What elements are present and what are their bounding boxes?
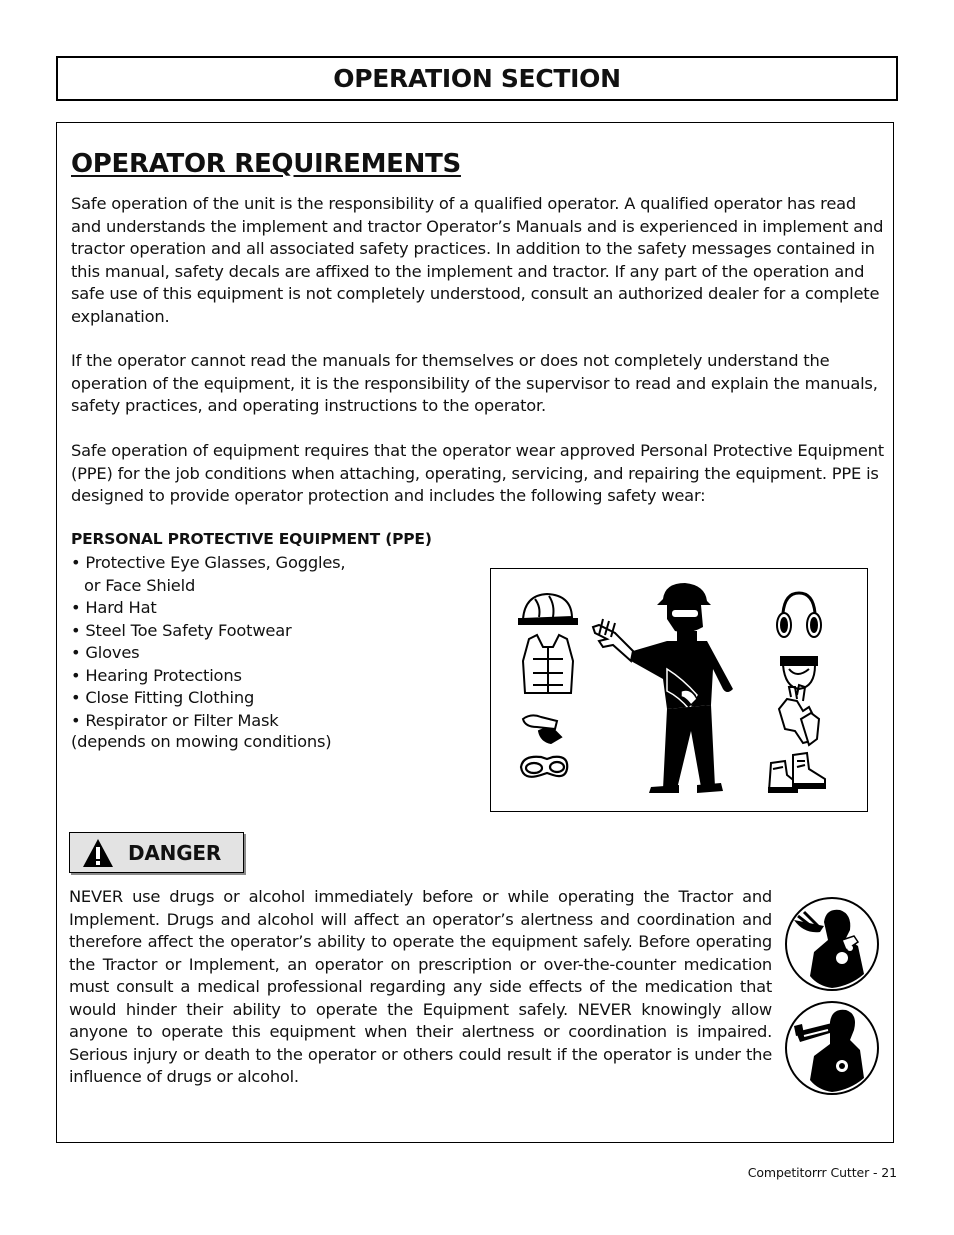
ppe-item-footwear: • Steel Toe Safety Footwear [71,620,481,643]
ppe-item-eye: • Protective Eye Glasses, Goggles, or Face Shield [71,552,359,597]
no-alcohol-icon [784,1000,882,1100]
ppe-illustration [490,568,868,812]
ppe-item-clothing: • Close Fitting Clothing [71,687,481,710]
earmuffs-icon [777,593,821,637]
danger-label [69,832,244,873]
section-header [56,56,898,101]
no-drugs-icon [784,896,882,996]
ppe-item-hard-hat: • Hard Hat [71,597,481,620]
safety-boots-icon [769,753,825,792]
hard-hat-icon [519,594,577,624]
ppe-item-hearing: • Hearing Protections [71,665,481,688]
section-title: OPERATION SECTION [333,64,621,93]
danger-text: NEVER use drugs or alcohol immediately before or while operating the Tractor and Implement. Drugs and alcohol will affect an operator’s alertness and coordination and therefore affect the operator’s ability to operate the equipment safely. Before operating the Tractor or Implement, an operator on prescription or over-the-counter medication must consult a medical professional regarding any side effects of the medication that would hinder their ability to operate the Equipment safely. NEVER knowingly allow anyone to operate this equipment when their alertness or coordination is impaired. Serious injury or death to the operator or others could result if the operator is under the influence of drugs or alcohol. [69,887,772,1086]
ppe-heading: PERSONAL PROTECTIVE EQUIPMENT (PPE) [71,530,432,548]
warning-triangle-icon [82,838,114,868]
ppe-intro-paragraph: Safe operation of equipment requires that the operator wear approved Personal Protective Equipment (PPE) for the job conditions when attaching, operating, servicing, and repairing the equipment. PPE is designed to provide operator protection and includes the following safety wear: [71,441,884,505]
gloves-icon [779,685,819,745]
ppe-note: (depends on mowing conditions) [71,732,332,751]
ppe-item-respirator: • Respirator or Filter Mask [71,710,481,733]
ppe-illustration-svg [491,569,866,810]
ear-plugs-icon [523,715,561,743]
safety-vest-icon [523,635,573,693]
danger-label-text: DANGER [128,840,222,865]
goggles-icon [521,757,567,777]
page-title: OPERATOR REQUIREMENTS [71,149,461,179]
page-footer: Competitorrr Cutter - 21 [747,1165,897,1180]
worker-figure-icon [593,583,733,793]
ppe-list [71,552,481,732]
supervisor-paragraph: If the operator cannot read the manuals for themselves or does not completely understand the operation of the equipment, it is the responsibility of the supervisor to read and explain the manuals, safety practices, and operating instructions to the operator. [71,351,878,415]
intro-paragraph: Safe operation of the unit is the responsibility of a qualified operator. A qualified operator has read and understands the implement and tractor Operator’s Manuals and is experienced in implement and tractor operation and all associated safety practices. In addition to the safety messages contained in this manual, safety decals are affixed to the implement and tractor. If any part of the operation and safe use of this equipment is not completely understood, consult an authorized dealer for a complete explanation. [71,194,884,326]
ppe-item-gloves: • Gloves [71,642,481,665]
